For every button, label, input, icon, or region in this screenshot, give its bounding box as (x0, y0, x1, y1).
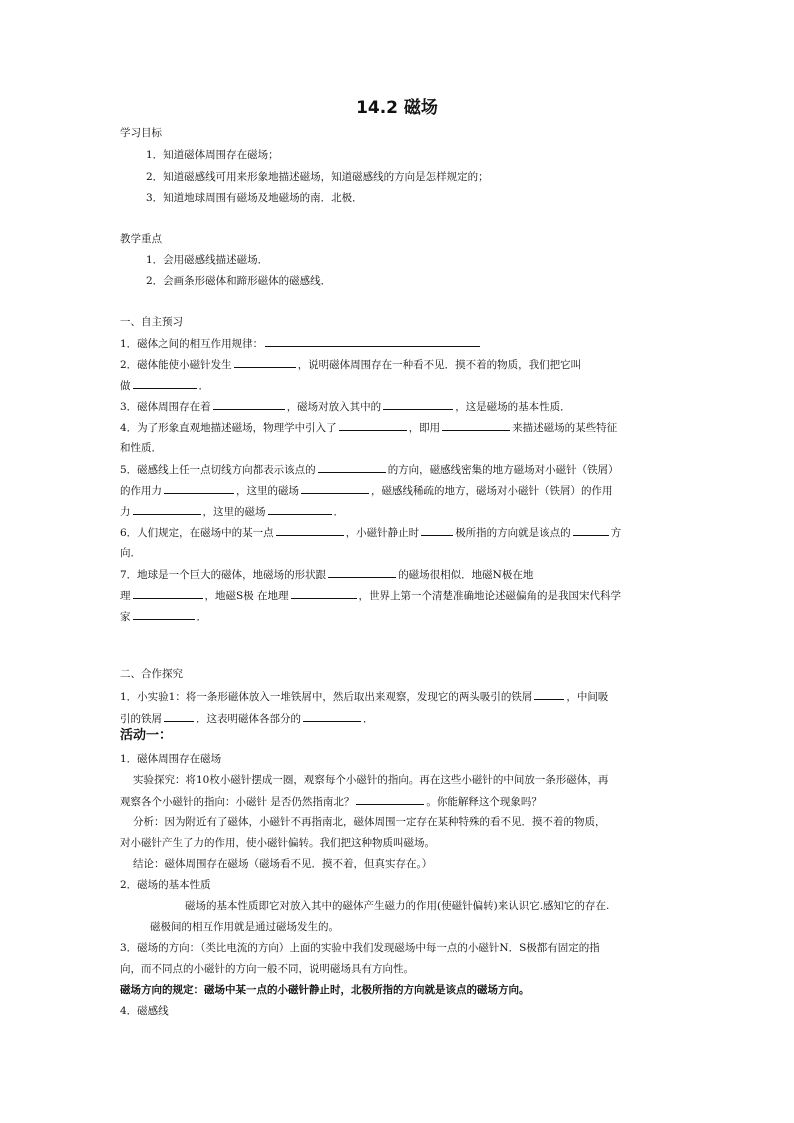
answer-blank[interactable] (133, 503, 201, 515)
q5-text-e: ，磁感线稀疏的地方，磁场对小磁针（铁屑）的作用 (371, 485, 613, 497)
preview-q6-cont: 向． (120, 547, 141, 559)
q4-text-b: ，即用 (408, 422, 441, 434)
exp1-text-a: 1．小实验1：将一条形磁体放入一堆铁屑中，然后取出来观察，发现它的两头吸引的铁屑 (120, 691, 533, 703)
exp1-text-b: ，中间吸 (566, 691, 609, 703)
q4-text-a: 4．为了形象直观地描述磁场，物理学中引入了 (120, 422, 337, 434)
preview-q5-cont2 (120, 503, 344, 520)
goals-heading: 学习目标 (120, 127, 162, 139)
answer-blank[interactable] (265, 335, 480, 347)
q2-text-c: 做 (120, 380, 131, 392)
answer-blank[interactable] (133, 377, 197, 389)
q6-text-b: ，小磁针静止时 (345, 527, 420, 539)
exp1-text-e: ． (363, 713, 374, 725)
keypoint-item-1: 1．会用磁感线描述磁场． (146, 254, 269, 266)
q1-text: 1．磁体之间的相互作用规律： (120, 338, 264, 350)
q7-text-g: ． (196, 611, 207, 623)
q7-text-c: 理 (120, 590, 131, 602)
s1-exp-text-c: 。你能解释这个现象吗？ (426, 796, 542, 808)
q5-text-b: 的方向，磁感线密集的地方磁场对小磁针（铁屑） (387, 464, 619, 476)
explore-exp1 (120, 688, 608, 705)
section-1-experiment: 实验探究：将10枚小磁针摆成一圈，观察每个小磁针的指向。再在这些小磁针的中间放一条形磁体，再 (133, 774, 609, 786)
q6-text-c: 极所指的方向就是该点的 (455, 527, 571, 539)
answer-blank[interactable] (534, 688, 564, 700)
section-3-rule: 磁场方向的规定：磁场中某一点的小磁针静止时，北极所指的方向就是该点的磁场方向。 (120, 984, 530, 996)
q6-text-d: 方 (610, 527, 622, 539)
q2-text-a: 2．磁体能使小磁针发生 (120, 359, 232, 371)
answer-blank[interactable] (234, 356, 296, 368)
answer-blank[interactable] (268, 503, 332, 515)
q3-text-b: ，磁场对放入其中的 (286, 401, 382, 413)
section-1-analysis-cont: 对小磁针产生了力的作用，使小磁针偏转。我们把这种物质叫磁场。 (120, 837, 435, 849)
answer-blank[interactable] (573, 524, 609, 536)
answer-blank[interactable] (291, 587, 357, 599)
s1-exp-text-b: 观察各个小磁针的指向：小磁针 是否仍然指南北？ (120, 796, 355, 808)
answer-blank[interactable] (318, 461, 386, 473)
preview-q1 (120, 335, 482, 352)
q7-text-b: 的磁场很相似．地磁N极在地 (398, 569, 534, 581)
answer-blank[interactable] (356, 793, 424, 805)
section-1-analysis: 分析：因为附近有了磁体，小磁针不再指南北，磁体周围一定存在某种特殊的看不见．摸不着的物质， (133, 816, 606, 828)
activity-heading: 活动一： (120, 728, 173, 743)
q5-text-f: 力 (120, 506, 131, 518)
section-2-text: 磁场的基本性质即它对放入其中的磁体产生磁力的作用(使磁针偏转)来认识它.感知它的存在. (185, 900, 610, 912)
exp1-text-d: ．这表明磁体各部分的 (196, 713, 301, 725)
preview-q2 (120, 356, 581, 373)
preview-q4 (120, 419, 617, 436)
goal-item-2: 2．知道磁感线可用来形象地描述磁场，知道磁感线的方向是怎样规定的； (146, 171, 489, 183)
preview-q5 (120, 461, 619, 478)
exp1-text-c: 引的铁屑 (120, 713, 162, 725)
q2-text-d: ． (198, 380, 209, 392)
q3-text-c: ，这是磁场的基本性质． (455, 401, 571, 413)
explore-exp1-cont (120, 710, 374, 727)
goal-item-1: 1．知道磁体周围存在磁场； (146, 149, 279, 161)
goal-item-3: 3．知道地球周围有磁场及地磁场的南．北极． (146, 192, 363, 204)
q5-text-g: ，这里的磁场 (202, 506, 266, 518)
answer-blank[interactable] (133, 608, 195, 620)
q6-text-a: 6．人们规定，在磁场中的某一点 (120, 527, 274, 539)
preview-q4-cont: 和性质． (120, 442, 162, 454)
answer-blank[interactable] (164, 482, 234, 494)
q2-text-b: ，说明磁体周围存在一种看不见．摸不着的物质，我们把它叫 (297, 359, 582, 371)
q7-text-a: 7．地球是一个巨大的磁体，地磁场的形状跟 (120, 569, 327, 581)
section-1-conclusion: 结论：磁体周围存在磁场（磁场看不见．摸不着，但真实存在。） (133, 858, 433, 870)
answer-blank[interactable] (421, 524, 453, 536)
preview-q3 (120, 398, 571, 415)
answer-blank[interactable] (276, 524, 344, 536)
q5-text-h: ． (333, 506, 344, 518)
section-3-text: 3．磁场的方向：（类比电流的方向）上面的实验中我们发现磁场中每一点的小磁针N．S极都有固定的指 (120, 942, 600, 954)
preview-heading: 一、自主预习 (120, 316, 183, 328)
keypoints-heading: 教学重点 (120, 233, 162, 245)
page-title: 14.2 磁场 (356, 98, 438, 118)
preview-q7 (120, 566, 533, 583)
q5-text-c: 的作用力 (120, 485, 162, 497)
answer-blank[interactable] (303, 710, 361, 722)
explore-heading: 二、合作探究 (120, 668, 183, 680)
answer-blank[interactable] (164, 710, 194, 722)
q4-text-c: 来描述磁场的某些特征 (512, 422, 618, 434)
section-2-text-cont: 磁极间的相互作用就是通过磁场发生的。 (150, 921, 339, 933)
answer-blank[interactable] (442, 419, 510, 431)
preview-q6 (120, 524, 621, 541)
preview-q2-cont (120, 377, 209, 394)
keypoint-item-2: 2．会画条形磁体和蹄形磁体的磁感线． (146, 275, 332, 287)
q7-text-f: 家 (120, 611, 131, 623)
q7-text-d: ，地磁S极 在地理 (204, 590, 289, 602)
preview-q7-cont2 (120, 608, 207, 625)
section-1-title: 1．磁体周围存在磁场 (120, 753, 222, 765)
preview-q5-cont (120, 482, 613, 499)
answer-blank[interactable] (133, 587, 203, 599)
q3-text-a: 3．磁体周围存在着 (120, 401, 211, 413)
q5-text-a: 5．磁感线上任一点切线方向都表示该点的 (120, 464, 316, 476)
preview-q7-cont (120, 587, 621, 604)
section-3-text-cont: 向，而不同点的小磁针的方向一般不同，说明磁场具有方向性。 (120, 963, 414, 975)
section-4-title: 4．磁感线 (120, 1005, 169, 1017)
section-1-experiment-cont (120, 793, 542, 810)
answer-blank[interactable] (339, 419, 407, 431)
answer-blank[interactable] (328, 566, 396, 578)
q7-text-e: ，世界上第一个清楚准确地论述磁偏角的是我国宋代科学 (358, 590, 622, 602)
answer-blank[interactable] (301, 482, 369, 494)
q5-text-d: ，这里的磁场 (236, 485, 299, 497)
section-2-title: 2．磁场的基本性质 (120, 879, 211, 891)
answer-blank[interactable] (213, 398, 285, 410)
answer-blank[interactable] (383, 398, 453, 410)
